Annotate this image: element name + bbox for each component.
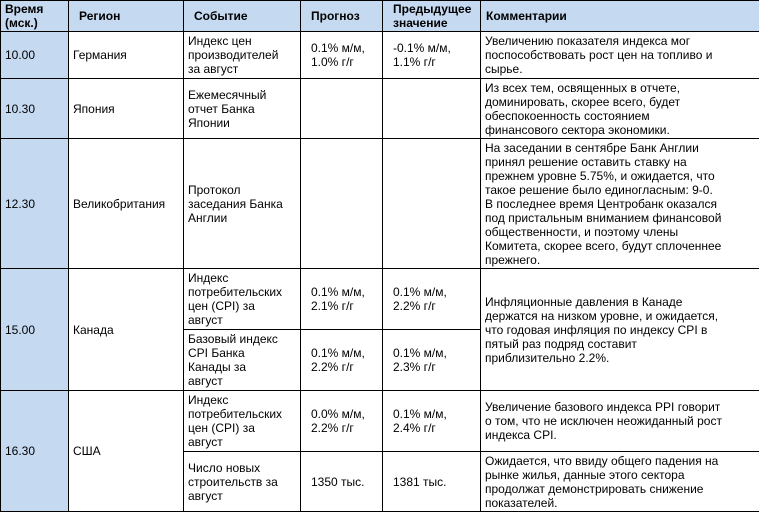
previous-cell: 1381 тыс. [383, 452, 481, 512]
event-cell: Протокол заседания Банка Англии [184, 139, 301, 269]
comment-cell: Увеличение базового индекса PPI говорит о том, что не исключен неожиданный рост индекса CPI. [481, 391, 759, 452]
table-row [1, 79, 759, 139]
time-cell: 16.30 [1, 391, 69, 512]
region-cell: Великобритания [69, 139, 184, 269]
time-cell: 12.30 [1, 139, 69, 269]
event-cell: Базовый индекс CPI Банка Канады за август [184, 330, 301, 391]
previous-cell: -0.1% м/м, 1.1% г/г [383, 32, 481, 79]
comment-cell: Из всех тем, освященных в отчете, доминировать, скорее всего, будет обеспокоенность состоянием финансового сектора экономики. [481, 79, 759, 139]
region-cell: Германия [69, 32, 184, 79]
comment-cell: Увеличению показателя индекса мог поспособствовать рост цен на топливо и сырье. [481, 32, 759, 79]
header-time: Время (мск.) [1, 1, 69, 32]
header-row [1, 1, 759, 32]
forecast-cell [301, 79, 383, 139]
forecast-cell [301, 139, 383, 269]
time-cell: 10.30 [1, 79, 69, 139]
previous-cell: 0.1% м/м, 2.4% г/г [383, 391, 481, 452]
previous-cell: 0.1% м/м, 2.3% г/г [383, 330, 481, 391]
region-cell: Япония [69, 79, 184, 139]
table-row [1, 32, 759, 79]
comment-cell: Инфляционные давления в Канаде держатся на низком уровне, и ожидается, что годовая инфляция по индексу CPI в пятый раз подряд составит приблизительно 2.2%. [481, 269, 759, 391]
event-cell: Ежемесячный отчет Банка Японии [184, 79, 301, 139]
forecast-cell: 0.0% м/м, 2.2% г/г [301, 391, 383, 452]
forecast-cell: 0.1% м/м, 1.0% г/г [301, 32, 383, 79]
previous-cell: 0.1% м/м, 2.2% г/г [383, 269, 481, 330]
header-forecast: Прогноз [301, 1, 383, 32]
event-cell: Индекс потребительских цен (CPI) за август [184, 269, 301, 330]
comment-cell: На заседании в сентябре Банк Англии принял решение оставить ставку на прежнем уровне 5.75%, и ожидается, что такое решение было единогласным: 9-0. В последнее время Центробанк оказался под пристальным вниманием финансовой общественности, и поэтому члены Комитета, скорее всего, будут сплоченнее прежнего. [481, 139, 759, 269]
comment-cell: Ожидается, что ввиду общего падения на рынке жилья, данные этого сектора продолжат демонстрировать снижение показателей. [481, 452, 759, 512]
event-cell: Индекс цен производителей за август [184, 32, 301, 79]
previous-cell [383, 79, 481, 139]
region-cell: Канада [69, 269, 184, 391]
event-cell: Индекс потребительских цен (CPI) за август [184, 391, 301, 452]
time-cell: 10.00 [1, 32, 69, 79]
forecast-cell: 0.1% м/м, 2.2% г/г [301, 330, 383, 391]
header-comments: Комментарии [481, 1, 759, 32]
header-region: Регион [69, 1, 184, 32]
table-row [1, 269, 759, 330]
region-cell: США [69, 391, 184, 512]
header-event: Событие [184, 1, 301, 32]
event-cell: Число новых строительств за август [184, 452, 301, 512]
previous-cell [383, 139, 481, 269]
forecast-cell: 1350 тыс. [301, 452, 383, 512]
table-row [1, 139, 759, 269]
table-row [1, 391, 759, 452]
forecast-cell: 0.1% м/м, 2.1% г/г [301, 269, 383, 330]
header-previous: Предыдущее значение [383, 1, 481, 32]
time-cell: 15.00 [1, 269, 69, 391]
